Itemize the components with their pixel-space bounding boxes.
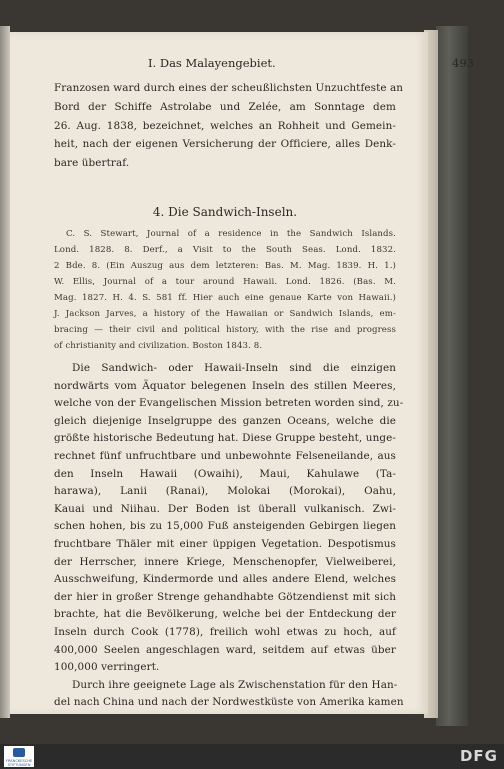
- text-line: 400,000 Seelen angeschlagen ward, seitdem auf etwas über: [54, 643, 396, 656]
- text-line: fruchtbare Thäler mit einer üppigen Vegetation. Despotismus: [54, 538, 396, 550]
- francke-logo-mark: [13, 748, 25, 757]
- bibliography-line: of christianity and civilization. Boston 1843. 8.: [54, 341, 263, 351]
- text-line: Ausschweifung, Kindermorde und alles andere Elend, welches: [54, 573, 396, 586]
- text-line: größte historische Bedeutung hat. Diese Gruppe besteht, unge-: [54, 432, 396, 445]
- bibliography-line: 2 Bde. 8. (Ein Auszug aus dem letzteren: Bas. M. Mag. 1839. H. 1.): [54, 261, 396, 271]
- dfg-logo: DFG: [459, 747, 498, 765]
- page-number: 493: [452, 56, 474, 70]
- text-line: Franzosen ward durch eines der scheußlichsten Unzuchtfeste an: [54, 82, 404, 94]
- running-head-title: I. Das Malayengebiet.: [148, 56, 276, 70]
- bibliography-line: Mag. 1827. H. 4. S. 581 ff. Hier auch eine genaue Karte von Hawaii.): [54, 293, 396, 303]
- text-line: der Herrscher, innere Kriege, Menschenopfer, Vielweiberei,: [54, 555, 396, 568]
- running-head: [52, 56, 474, 72]
- text-line: del nach China und nach der Nordwestküste von Amerika kamen: [54, 696, 404, 709]
- text-line: gleich diejenige Inselgruppe des ganzen Oceans, welche die: [54, 414, 396, 427]
- text-line: Kauai und Niihau. Der Boden ist überall vulkanisch. Zwi-: [54, 502, 396, 515]
- text-line: Inseln durch Cook (1778), freilich wohl etwas zu hoch, auf: [54, 626, 396, 638]
- text-line: harawa), Lanii (Ranai), Molokai (Morokai), Oahu,: [54, 485, 396, 498]
- text-line: nordwärts vom Äquator belegenen Inseln des stillen Meeres,: [54, 379, 396, 392]
- bibliography-line: bracing — their civil and political history, with the rise and progress: [54, 325, 396, 335]
- bibliography-line: J. Jackson Jarves, a history of the Hawaiian or Sandwich Islands, em-: [54, 309, 396, 319]
- text-line: heit, nach der eigenen Versicherung der Officiere, alles Denk-: [54, 138, 396, 150]
- text-line: Durch ihre geeignete Lage als Zwischenstation für den Han-: [72, 678, 398, 691]
- text-line: Bord der Schiffe Astrolabe und Zelée, am Sonntage dem: [54, 101, 396, 113]
- francke-logo: [4, 746, 34, 767]
- text-line: Die Sandwich- oder Hawaii-Inseln sind die einzigen: [72, 362, 396, 374]
- bibliography-line: Lond. 1828. 8. Derf., a Visit to the South Seas. Lond. 1832.: [54, 245, 396, 255]
- bibliography-line: W. Ellis, Journal of a tour around Hawaii. Lond. 1826. (Bas. M.: [54, 277, 396, 287]
- text-line: 100,000 verringert.: [54, 661, 160, 674]
- text-line: 26. Aug. 1838, bezeichnet, welches an Rohheit und Gemein-: [54, 120, 396, 132]
- bibliography-line: C. S. Stewart, Journal of a residence in the Sandwich Islands.: [66, 229, 396, 239]
- text-line: schen hohen, bis zu 15,000 Fuß ansteigenden Gebirgen liegen: [54, 520, 396, 533]
- page-gutter: [0, 26, 10, 718]
- text-line: den Inseln Hawaii (Owaihi), Maui, Kahulawe (Ta-: [54, 467, 396, 480]
- section-heading: 4. Die Sandwich-Inseln.: [152, 205, 298, 219]
- text-line: brachte, hat die Bevölkerung, welche bei der Entdeckung der: [54, 608, 396, 621]
- francke-logo-text: FRANCKESCHE STIFTUNGEN: [5, 759, 33, 767]
- text-line: der hier in großer Strenge gehandhabte Götzendienst mit sich: [54, 590, 396, 603]
- viewer-footer: [0, 744, 504, 769]
- book-cover-edge: [436, 26, 468, 726]
- text-line: rechnet fünf unfruchtbare und unbewohnte Felseneilande, aus: [54, 450, 396, 462]
- text-line: bare übertraf.: [54, 157, 130, 169]
- text-line: welche von der Evangelischen Mission betreten worden sind, zu-: [54, 397, 404, 410]
